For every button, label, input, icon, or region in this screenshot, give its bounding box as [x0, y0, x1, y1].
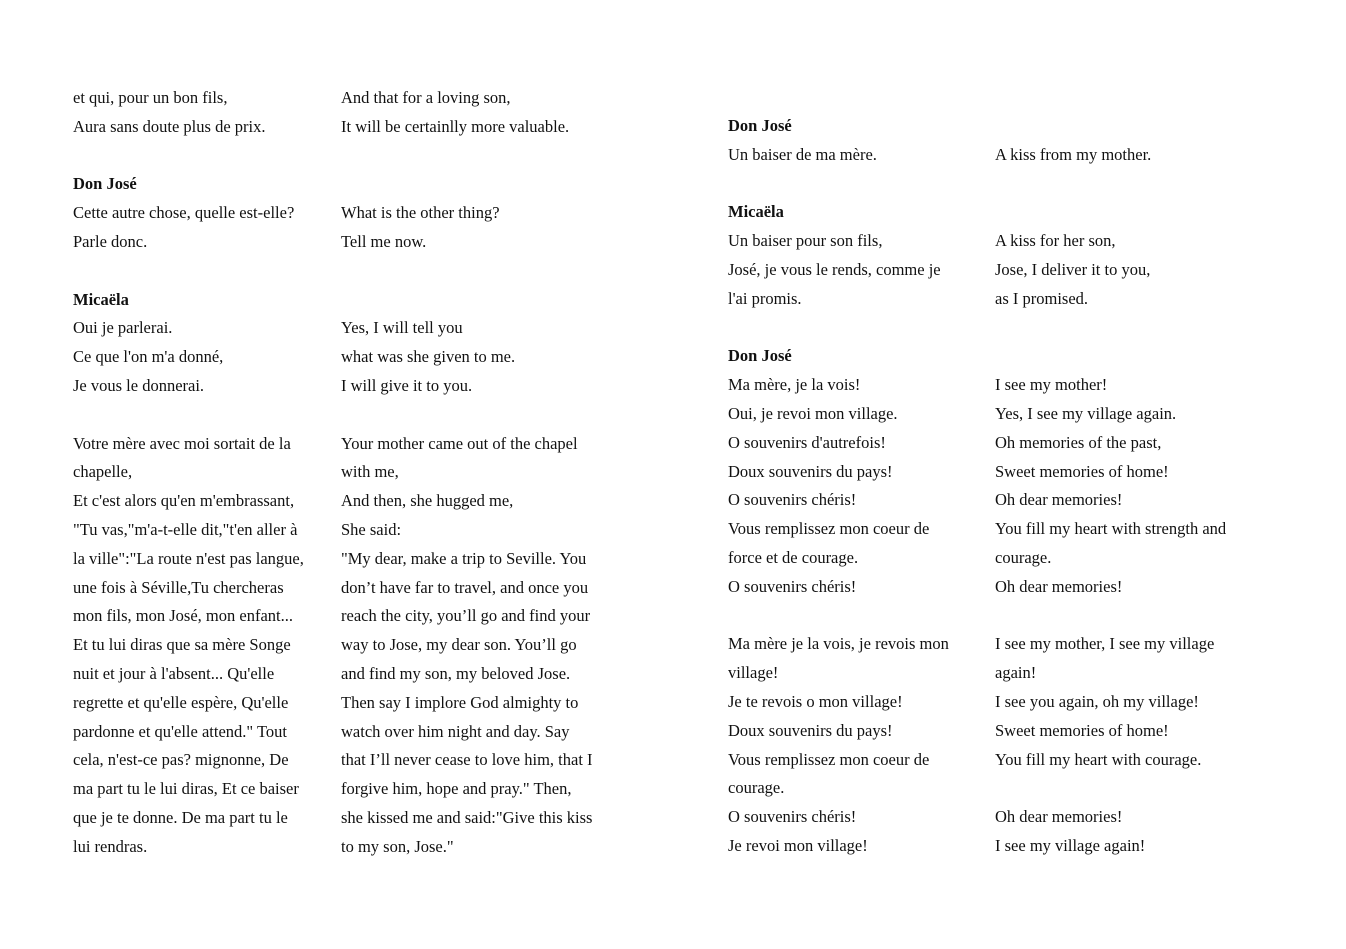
text-line: José, je vous le rends, comme je [728, 259, 941, 279]
text-line: Parle donc. [73, 231, 148, 251]
text-line: watch over him night and day. Say [341, 721, 570, 741]
text-line: You fill my heart with courage. [995, 749, 1202, 769]
text-line: Yes, I will tell you [341, 318, 463, 338]
text-line: Un baiser pour son fils, [728, 231, 883, 251]
text-line: Ma mère, je la vois! [728, 375, 861, 395]
text-line: Je te revois o mon village! [728, 691, 903, 711]
text-line: Cette autre chose, quelle est-elle? [73, 203, 295, 223]
speaker-gap [995, 198, 1226, 227]
text-line: And that for a loving son, [341, 88, 511, 107]
text-line: way to Jose, my dear son. You’ll go [341, 635, 577, 655]
text-line: que je te donne. De ma part tu le [73, 807, 288, 827]
text-line: I will give it to you. [341, 375, 473, 395]
text-line: chapelle, [73, 462, 133, 482]
left-french-column [73, 84, 304, 862]
speaker-gap [341, 170, 593, 199]
text-line: "Tu vas,"m'a-t-elle dit,"t'en aller à [73, 519, 298, 539]
text-line: Oh dear memories! [995, 576, 1123, 596]
speaker-name: Don José [73, 174, 137, 194]
text-line: It will be certainlly more valuable. [341, 116, 570, 136]
text-line: reach the city, you’ll go and find your [341, 606, 591, 626]
text-line: to my son, Jose." [341, 836, 454, 856]
text-line: Oh memories of the past, [995, 432, 1162, 452]
text-line: Jose, I deliver it to you, [995, 259, 1151, 279]
stanza-gap [995, 314, 1226, 343]
text-line: lui rendras. [73, 836, 148, 856]
text-line: regrette et qu'elle espère, Qu'elle [73, 692, 289, 712]
text-line: Then say I implore God almighty to [341, 692, 579, 712]
left-english-column [341, 84, 593, 862]
text-line: Un baiser de ma mère. [728, 144, 877, 164]
text-line: courage. [995, 547, 1052, 567]
text-line: O souvenirs chéris! [728, 807, 857, 827]
stanza-gap [995, 774, 1226, 803]
text-line: une fois à Séville,Tu chercheras [73, 577, 284, 597]
text-line: Je revoi mon village! [728, 835, 868, 855]
text-line: ma part tu le lui diras, Et ce baiser [73, 779, 299, 799]
text-line: Sweet memories of home! [995, 461, 1169, 481]
text-line: "My dear, make a trip to Seville. You [341, 548, 587, 568]
speaker-name: Micaëla [73, 289, 129, 309]
text-line: Ma mère je la vois, je revois mon [728, 634, 949, 654]
text-line: What is the other thing? [341, 203, 500, 223]
text-line: She said: [341, 519, 402, 539]
text-line: And then, she hugged me, [341, 491, 514, 511]
text-line: Votre mère avec moi sortait de la [73, 433, 291, 453]
text-line: Oh dear memories! [995, 490, 1123, 510]
stanza-gap [341, 401, 593, 430]
right-french-column [728, 112, 949, 861]
text-line: don’t have far to travel, and once you [341, 577, 589, 597]
text-line: Et tu lui diras que sa mère Songe [73, 635, 291, 655]
text-line: Vous remplissez mon coeur de [728, 749, 930, 769]
text-line: nuit et jour à l'absent... Qu'elle [73, 663, 275, 683]
text-line: O souvenirs d'autrefois! [728, 432, 886, 452]
text-line: with me, [341, 462, 399, 482]
text-line: l'ai promis. [728, 288, 802, 308]
text-line: again! [995, 663, 1037, 683]
text-line: cela, n'est-ce pas? mignonne, De [73, 750, 289, 770]
text-line: You fill my heart with strength and [995, 519, 1227, 539]
stanza-gap [995, 602, 1226, 631]
text-line: pardonne et qu'elle attend." Tout [73, 721, 287, 741]
text-line: Oh dear memories! [995, 807, 1123, 827]
text-line: Oui je parlerai. [73, 318, 173, 338]
text-line: she kissed me and said:"Give this kiss [341, 807, 593, 827]
stanza-gap [728, 314, 949, 343]
text-line: mon fils, mon José, mon enfant... [73, 606, 293, 626]
text-line: Vous remplissez mon coeur de [728, 519, 930, 539]
stanza-gap [73, 401, 304, 430]
text-line: Sweet memories of home! [995, 720, 1169, 740]
text-line: force et de courage. [728, 547, 859, 567]
text-line: Oui, je revoi mon village. [728, 403, 898, 423]
text-line: I see my mother! [995, 375, 1108, 395]
stanza-gap [73, 142, 304, 171]
text-line: what was she given to me. [341, 347, 516, 367]
text-line: O souvenirs chéris! [728, 576, 857, 596]
text-line: I see my village again! [995, 835, 1146, 855]
text-line: Your mother came out of the chapel [341, 433, 578, 453]
right-english-column [995, 112, 1226, 861]
stanza-gap [728, 602, 949, 631]
text-line: I see you again, oh my village! [995, 691, 1199, 711]
text-line: Et c'est alors qu'en m'embrassant, [73, 491, 295, 511]
text-line: Doux souvenirs du pays! [728, 720, 893, 740]
speaker-name: Micaëla [728, 202, 784, 222]
text-line: O souvenirs chéris! [728, 490, 857, 510]
text-line: Je vous le donnerai. [73, 375, 205, 395]
text-line: Yes, I see my village again. [995, 403, 1177, 423]
stanza-gap [728, 170, 949, 199]
text-line: and find my son, my beloved Jose. [341, 663, 571, 683]
speaker-gap [995, 342, 1226, 371]
text-line: Ce que l'on m'a donné, [73, 347, 224, 367]
text-line: A kiss for her son, [995, 231, 1116, 251]
text-line: et qui, pour un bon fils, [73, 88, 228, 107]
speaker-name: Don José [728, 116, 792, 135]
text-line: courage. [728, 778, 785, 798]
stanza-gap [995, 170, 1226, 199]
text-line: forgive him, hope and pray." Then, [341, 779, 572, 799]
text-line: la ville":"La route n'est pas langue, [73, 548, 304, 568]
speaker-gap [341, 286, 593, 315]
speaker-gap [995, 112, 1226, 141]
text-line: Tell me now. [341, 231, 427, 251]
text-line: Aura sans doute plus de prix. [73, 116, 266, 136]
text-line: Doux souvenirs du pays! [728, 461, 893, 481]
text-line: as I promised. [995, 288, 1089, 308]
text-line: that I’ll never cease to love him, that I [341, 750, 593, 770]
stanza-gap [341, 142, 593, 171]
text-line: I see my mother, I see my village [995, 634, 1215, 654]
speaker-name: Don José [728, 346, 792, 366]
text-line: village! [728, 663, 779, 683]
text-line: A kiss from my mother. [995, 144, 1152, 164]
stanza-gap [73, 257, 304, 286]
stanza-gap [341, 257, 593, 286]
